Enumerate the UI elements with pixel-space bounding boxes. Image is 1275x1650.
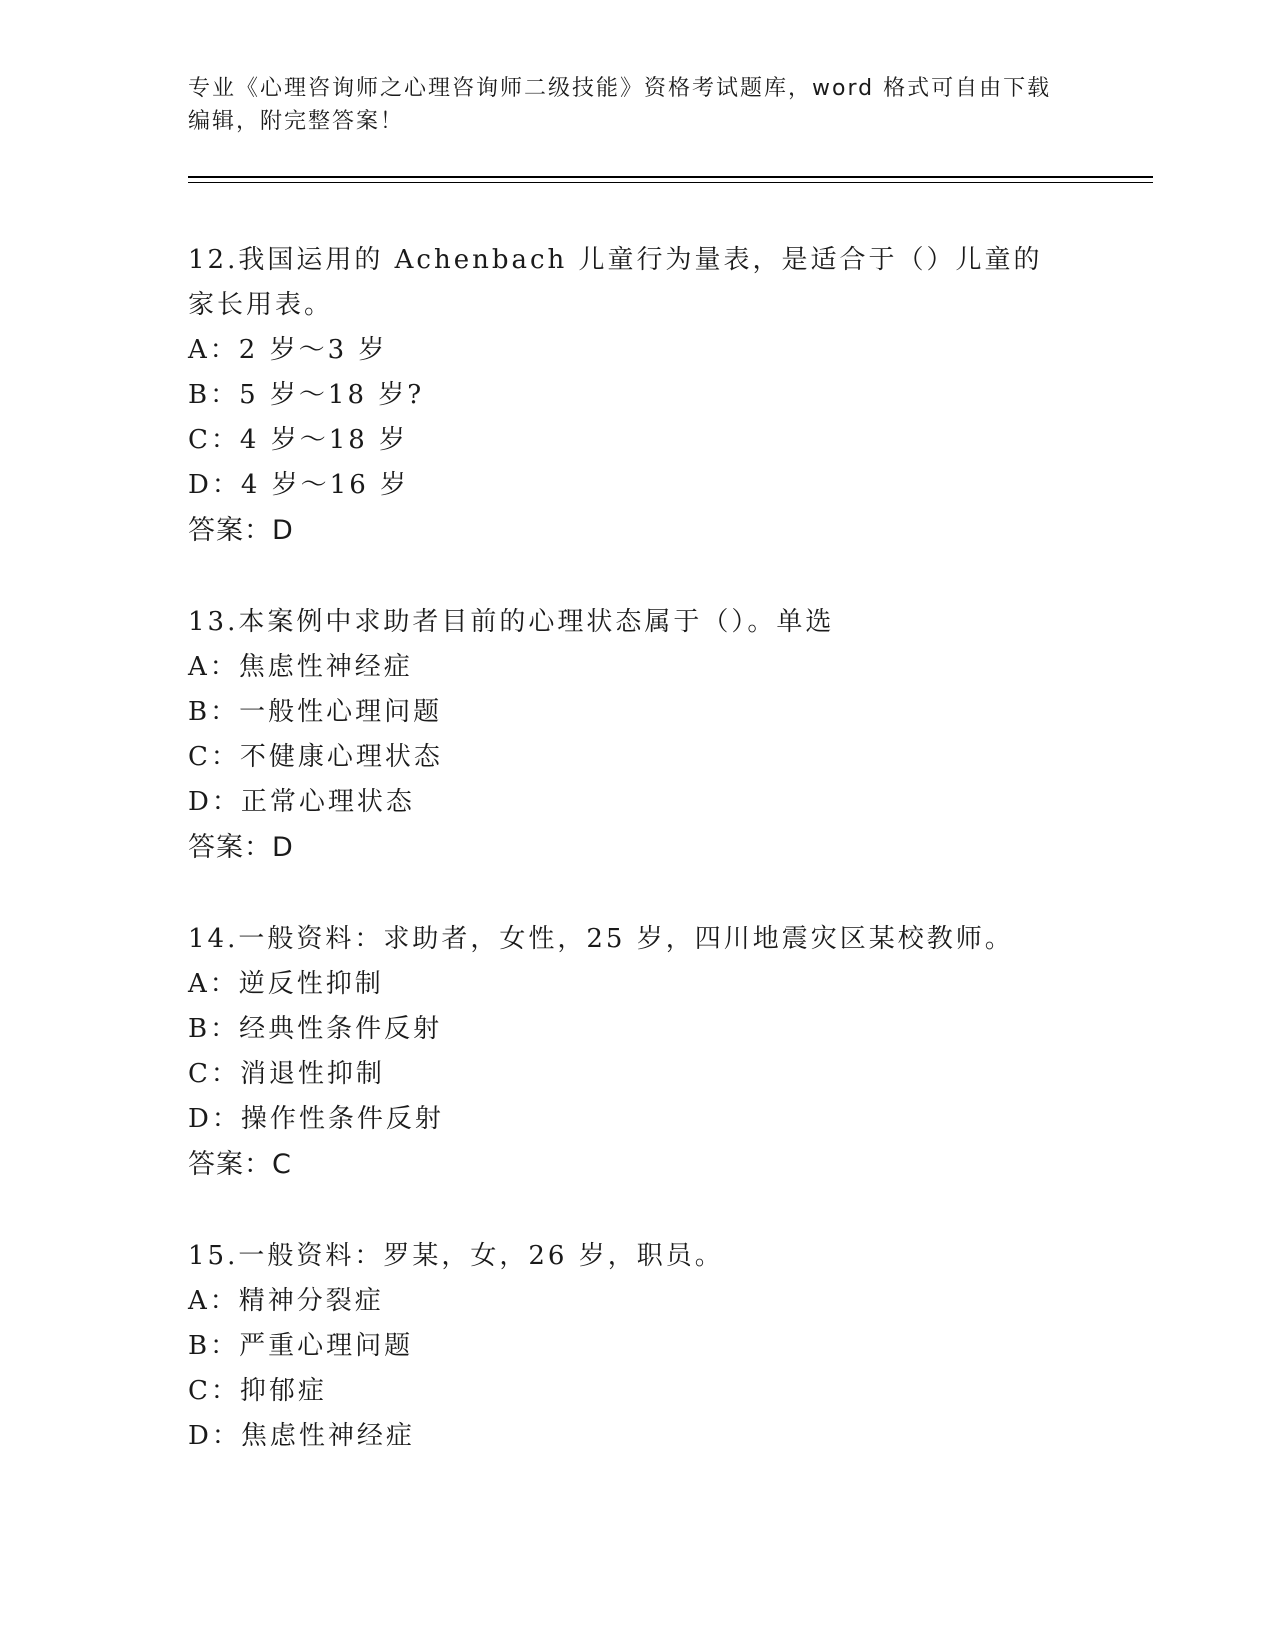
option-c: C：消退性抑制 <box>188 1059 385 1089</box>
option-d: D：焦虑性神经症 <box>188 1421 415 1451</box>
option-d: D：操作性条件反射 <box>188 1104 444 1134</box>
option-a: A：逆反性抑制 <box>188 969 384 999</box>
question-14 <box>188 917 1088 1188</box>
option-a: A：2 岁～3 岁 <box>188 335 388 365</box>
answer-line: 答案：C <box>188 1149 292 1180</box>
document-header <box>188 72 1078 138</box>
option-b: B：5 岁～18 岁? <box>188 380 425 410</box>
question-list <box>188 238 1088 1505</box>
question-15 <box>188 1234 1088 1459</box>
option-c: C：不健康心理状态 <box>188 742 443 772</box>
option-a: A：精神分裂症 <box>188 1286 384 1316</box>
option-a: A：焦虑性神经症 <box>188 652 413 682</box>
option-b: B：一般性心理问题 <box>188 697 443 727</box>
option-b: B：经典性条件反射 <box>188 1014 443 1044</box>
header-divider-thin <box>188 182 1153 183</box>
question-stem: 12.我国运用的 Achenbach 儿童行为量表，是适合于（）儿童的家长用表。 <box>188 245 1043 320</box>
answer-line: 答案：D <box>188 515 294 546</box>
option-c: C：4 岁～18 岁 <box>188 425 409 455</box>
header-line-1: 专业《心理咨询师之心理咨询师二级技能》资格考试题库，word 格式可自由下载 <box>188 76 1052 101</box>
option-d: D：正常心理状态 <box>188 787 415 817</box>
option-d: D：4 岁～16 岁 <box>188 470 410 500</box>
question-13 <box>188 600 1088 871</box>
option-b: B：严重心理问题 <box>188 1331 414 1361</box>
question-stem: 15.一般资料：罗某，女，26 岁，职员。 <box>188 1241 724 1271</box>
question-stem: 13.本案例中求助者目前的心理状态属于（）。单选 <box>188 607 835 637</box>
answer-line: 答案：D <box>188 832 294 863</box>
header-line-2: 编辑，附完整答案！ <box>188 109 405 134</box>
question-12 <box>188 238 1088 554</box>
option-c: C：抑郁症 <box>188 1376 327 1406</box>
question-stem: 14.一般资料：求助者，女性，25 岁，四川地震灾区某校教师。 <box>188 924 1014 954</box>
header-divider-thick <box>188 176 1153 178</box>
